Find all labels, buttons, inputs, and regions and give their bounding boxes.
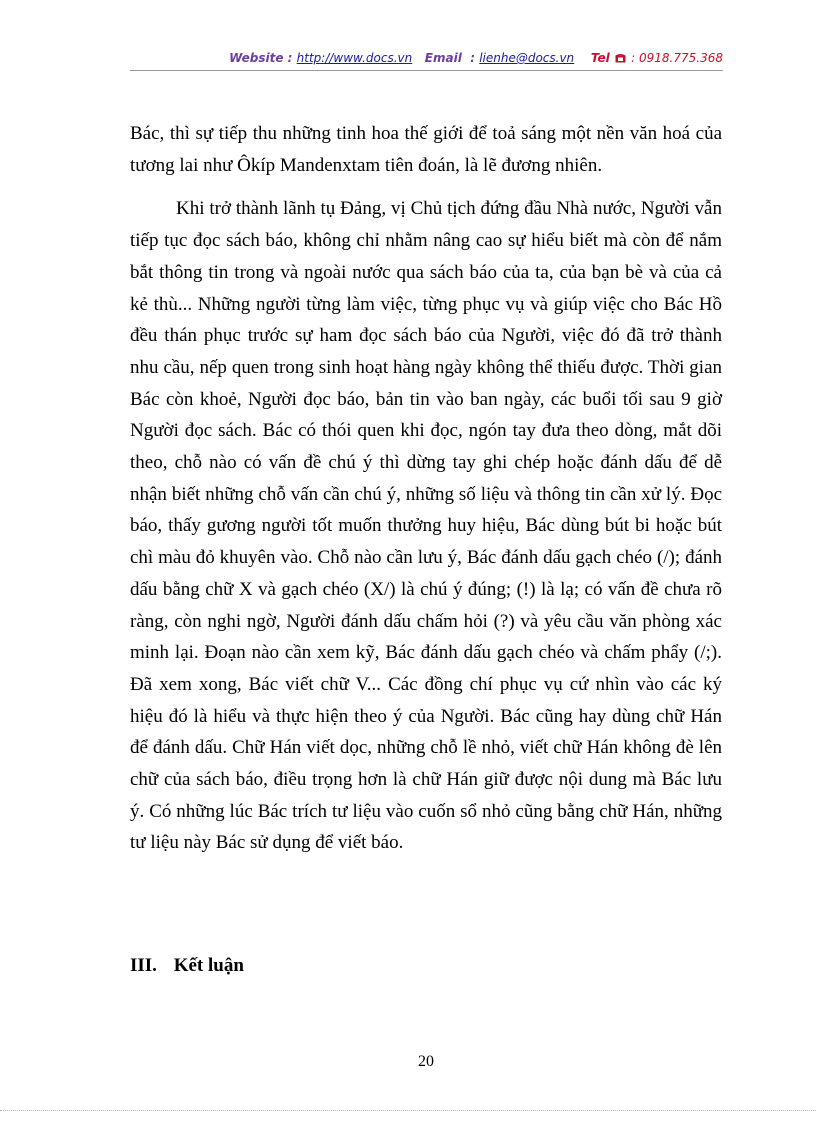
tel-label: Tel — [590, 51, 610, 65]
paragraph-continuation: Bác, thì sự tiếp thu những tinh hoa thế giới để toả sáng một nền văn hoá của tương lai như Ôkíp Mandenxtam tiên đoán, là lẽ đương nhiên. — [130, 123, 722, 176]
website-link[interactable]: http://www.docs.vn — [296, 51, 413, 65]
section-number: III. — [130, 955, 157, 976]
website-label: Website : — [229, 51, 293, 65]
body-text — [130, 118, 722, 859]
page-bottom-divider — [0, 1110, 816, 1111]
paragraph-main: Khi trở thành lãnh tụ Đảng, vị Chủ tịch đứng đầu Nhà nước, Người vẫn tiếp tục đọc sách báo, không chỉ nhằm nâng cao sự hiểu biết mà còn để nắm bắt thông tin trong và ngoài nước qua sách báo của ta, của bạn bè và của cả kẻ thù... Những người từng làm việc, từng phục vụ và giúp việc cho Bác Hồ đều thán phục trước sự ham đọc sách báo của Người, việc đó đã trở thành nhu cầu, nếp quen trong sinh hoạt hàng ngày không thể thiếu được. Thời gian Bác còn khoẻ, Người đọc báo, bản tin vào ban ngày, các buổi tối sau 9 giờ Người đọc sách. Bác có thói quen khi đọc, ngón tay đưa theo dòng, mắt dõi theo, chỗ nào có vấn đề chú ý thì dừng tay ghi chép hoặc đánh dấu để dễ nhận biết những chỗ vấn cần chú ý, những số liệu và thông tin cần xử lý. Đọc báo, thấy gương người tốt muốn thưởng huy hiệu, Bác dùng bút bi hoặc bút chì màu đỏ khuyên vào. Chỗ nào cần lưu ý, Bác đánh dấu gạch chéo (/); đánh dấu bằng chữ X và gạch chéo (X/) là chú ý đúng; (!) là lạ; có vấn đề chưa rõ ràng, còn nghi ngờ, Người đánh dấu chấm hỏi (?) và yêu cầu văn phòng xác minh lại. Đoạn nào cần xem kỹ, Bác đánh dấu gạch chéo và chấm phẩy (/;). Đã xem xong, Bác viết chữ V... Các đồng chí phục vụ cứ nhìn vào các ký hiệu đó là hiểu và thực hiện theo ý của Người. Bác cũng hay dùng chữ Hán để đánh dấu. Chữ Hán viết dọc, những chỗ lề nhỏ, viết chữ Hán không đè lên chữ của sách báo, điều trọng hơn là chữ Hán giữ được nội dung mà Bác lưu ý. Có những lúc Bác trích tư liệu vào cuốn sổ nhỏ cũng bằng chữ Hán, những tư liệu này Bác sử dụng để viết báo. — [130, 198, 722, 854]
email-link[interactable]: lienhe@docs.vn — [479, 51, 575, 65]
phone-number: : 0918.775.368 — [631, 51, 723, 65]
page-header — [130, 48, 723, 71]
section-title: Kết luận — [173, 955, 244, 976]
email-separator: : — [470, 51, 475, 65]
page-number: 20 — [418, 1053, 434, 1070]
telephone-icon — [615, 49, 626, 59]
email-label: Email — [424, 51, 462, 65]
section-heading — [130, 955, 244, 977]
